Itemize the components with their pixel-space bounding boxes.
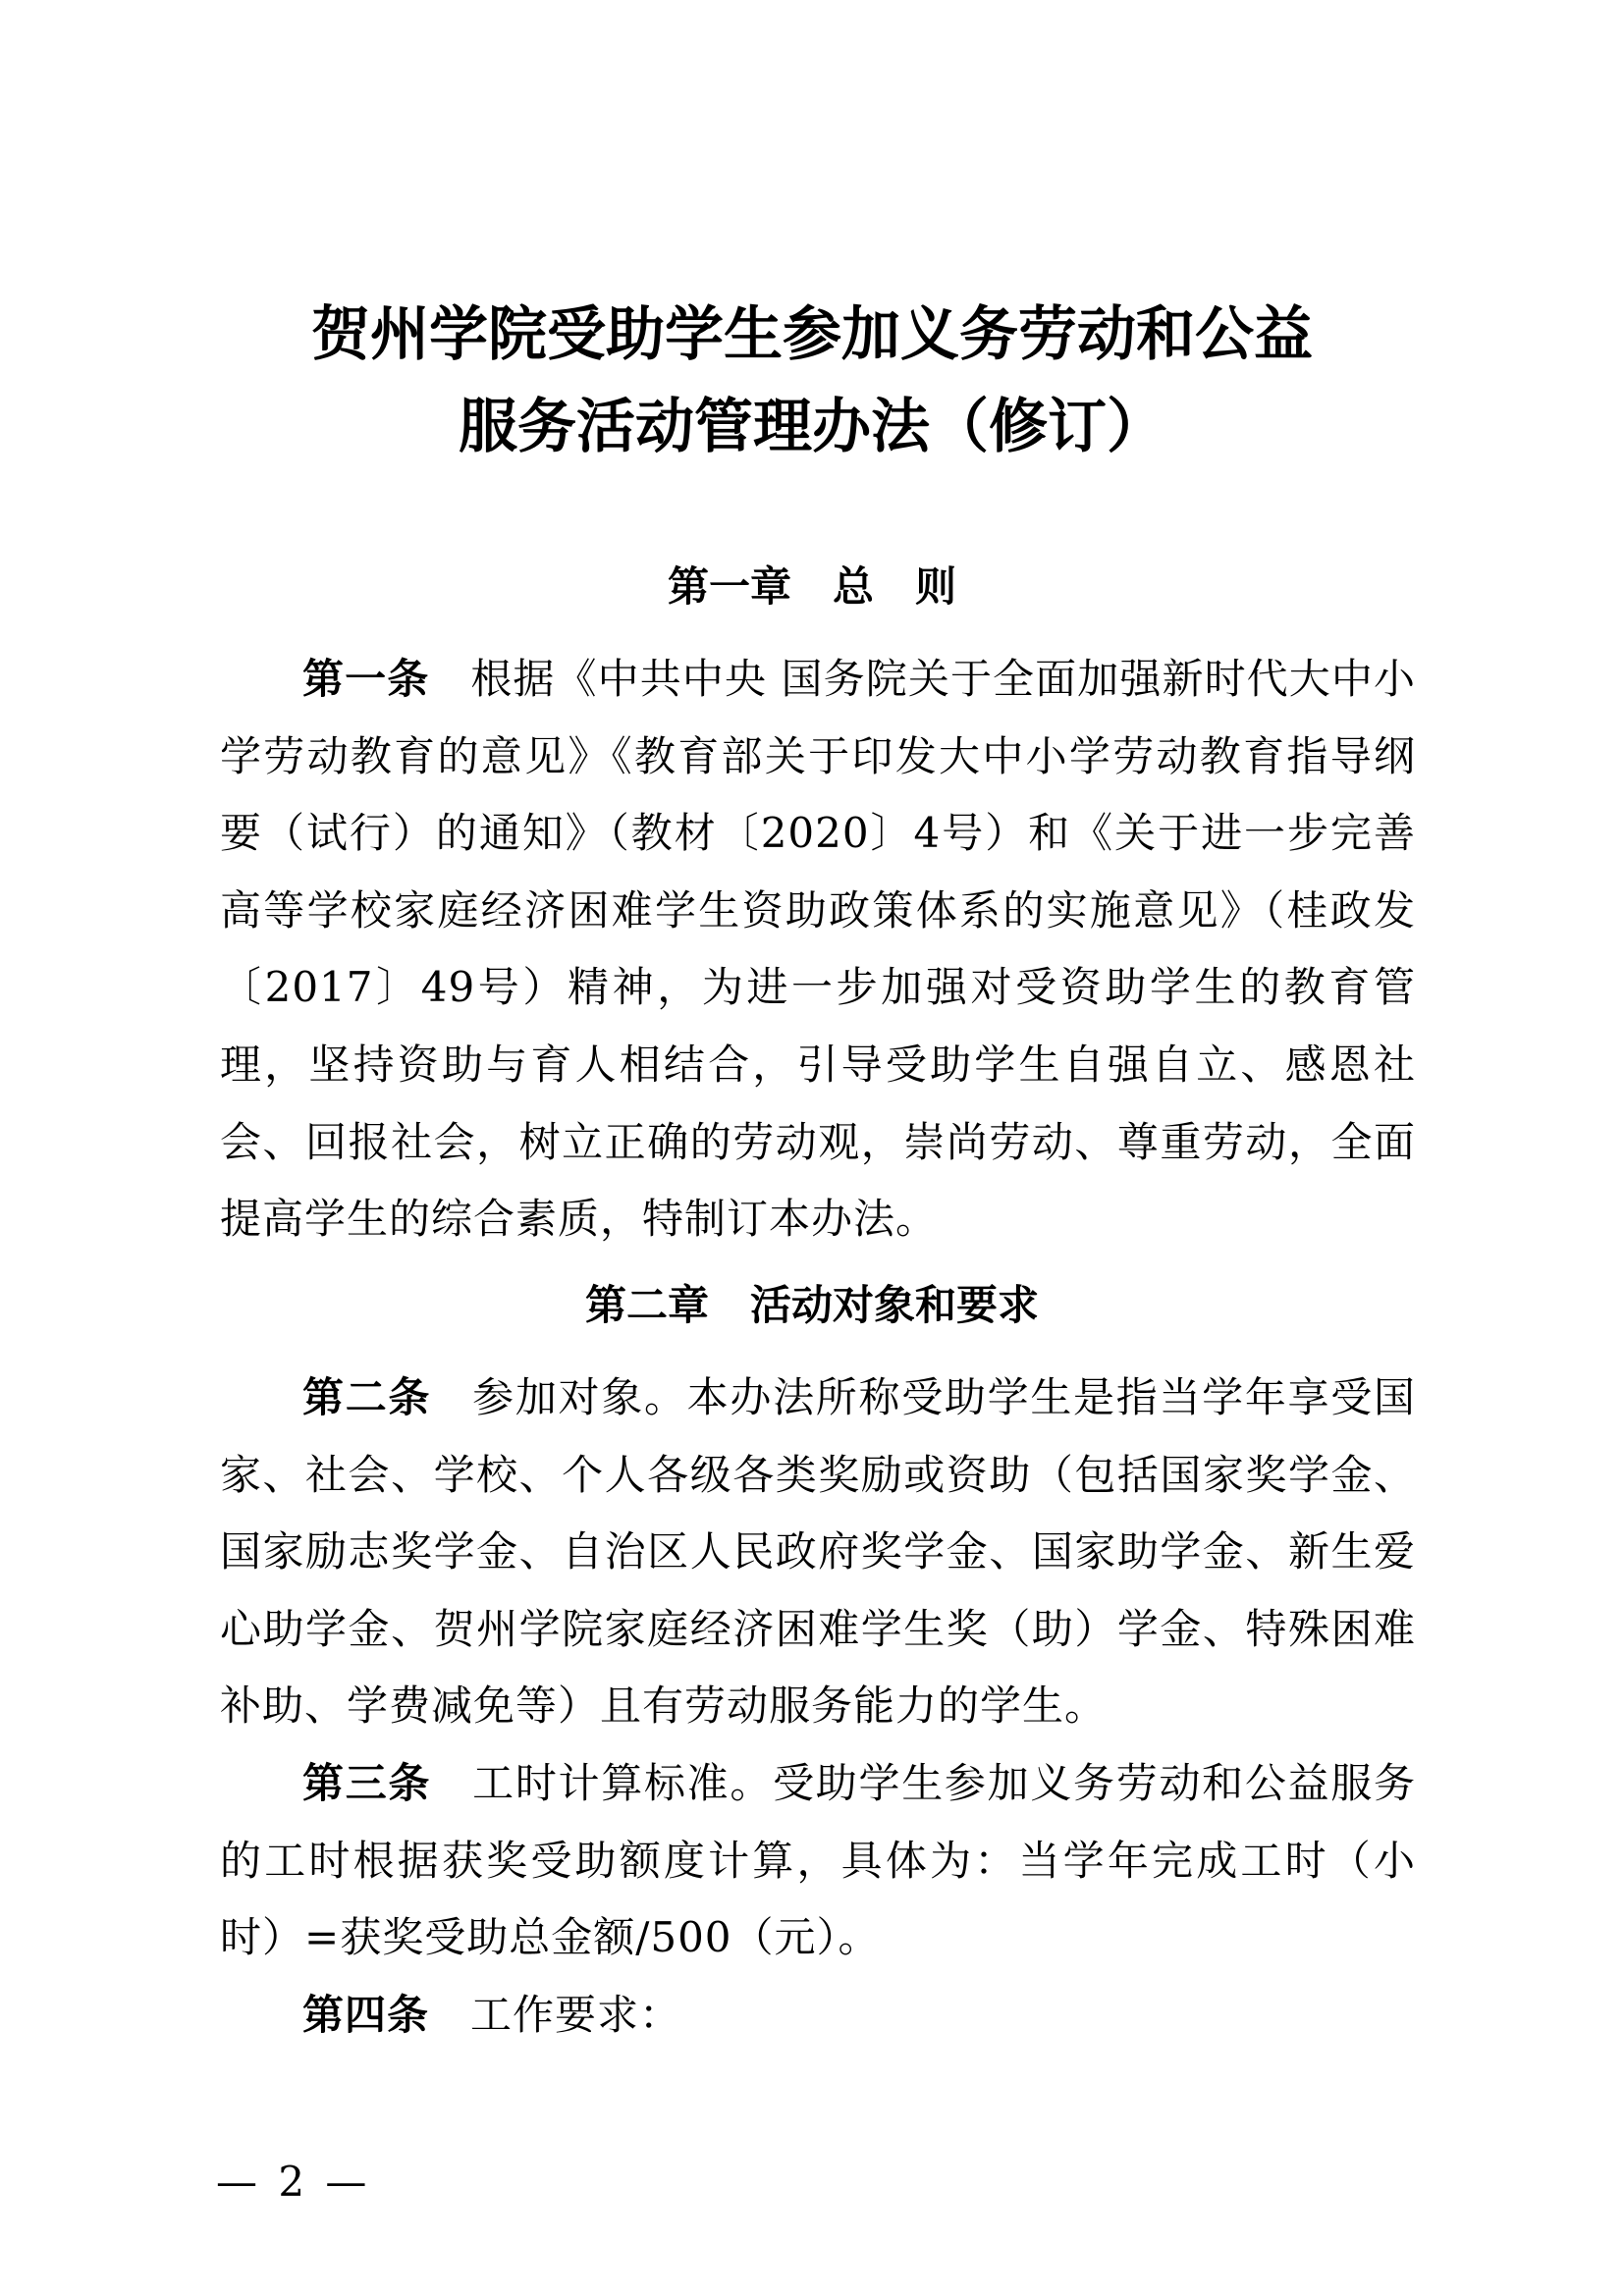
article-4 [220,1977,1416,2055]
document-title-line-1: 贺州学院受助学生参加义务劳动和公益 [311,300,1313,369]
chapter-heading-1: 第一章 总 则 [667,562,956,611]
article-3 [220,1745,1416,1977]
article-1-label: 第一条 [302,655,430,703]
article-2-label: 第二条 [302,1373,432,1421]
article-4-label: 第四条 [302,1991,430,2039]
article-4-text: 工作要求： [470,1991,682,2039]
page-number: — 2 — [216,2158,371,2206]
article-1 [220,641,1416,1258]
chapter-heading-2: 第二章 活动对象和要求 [584,1281,1039,1329]
document-title-line-2: 服务活动管理办法（修订） [459,393,1165,461]
article-2 [220,1360,1416,1745]
article-3-text: 工时计算标准。受助学生参加义务劳动和公益服务的工时根据获奖受助额度计算，具体为：当学年完成工时（小时）=获奖受助总金额/500（元）。 [220,1759,1416,1962]
article-3-label: 第三条 [302,1759,432,1807]
article-1-text: 根据《中共中央 国务院关于全面加强新时代大中小学劳动教育的意见》《教育部关于印发大中小学劳动教育指导纲要（试行）的通知》（教材〔2020〕4号）和《关于进一步完善高等学校家庭经济困难学生资助政策体系的实施意见》（桂政发〔2017〕49号）精神，为进一步加强对受资助学生的教育管理，坚持资助与育人相结合，引导受助学生自强自立、感恩社会、回报社会，树立正确的劳动观，崇尚劳动、尊重劳动，全面提高学生的综合素质，特制订本办法。 [220,655,1416,1244]
article-2-text: 参加对象。本办法所称受助学生是指当学年享受国家、社会、学校、个人各级各类奖励或资助（包括国家奖学金、国家励志奖学金、自治区人民政府奖学金、国家助学金、新生爱心助学金、贺州学院家庭经济困难学生奖（助）学金、特殊困难补助、学费减免等）且有劳动服务能力的学生。 [220,1373,1416,1731]
